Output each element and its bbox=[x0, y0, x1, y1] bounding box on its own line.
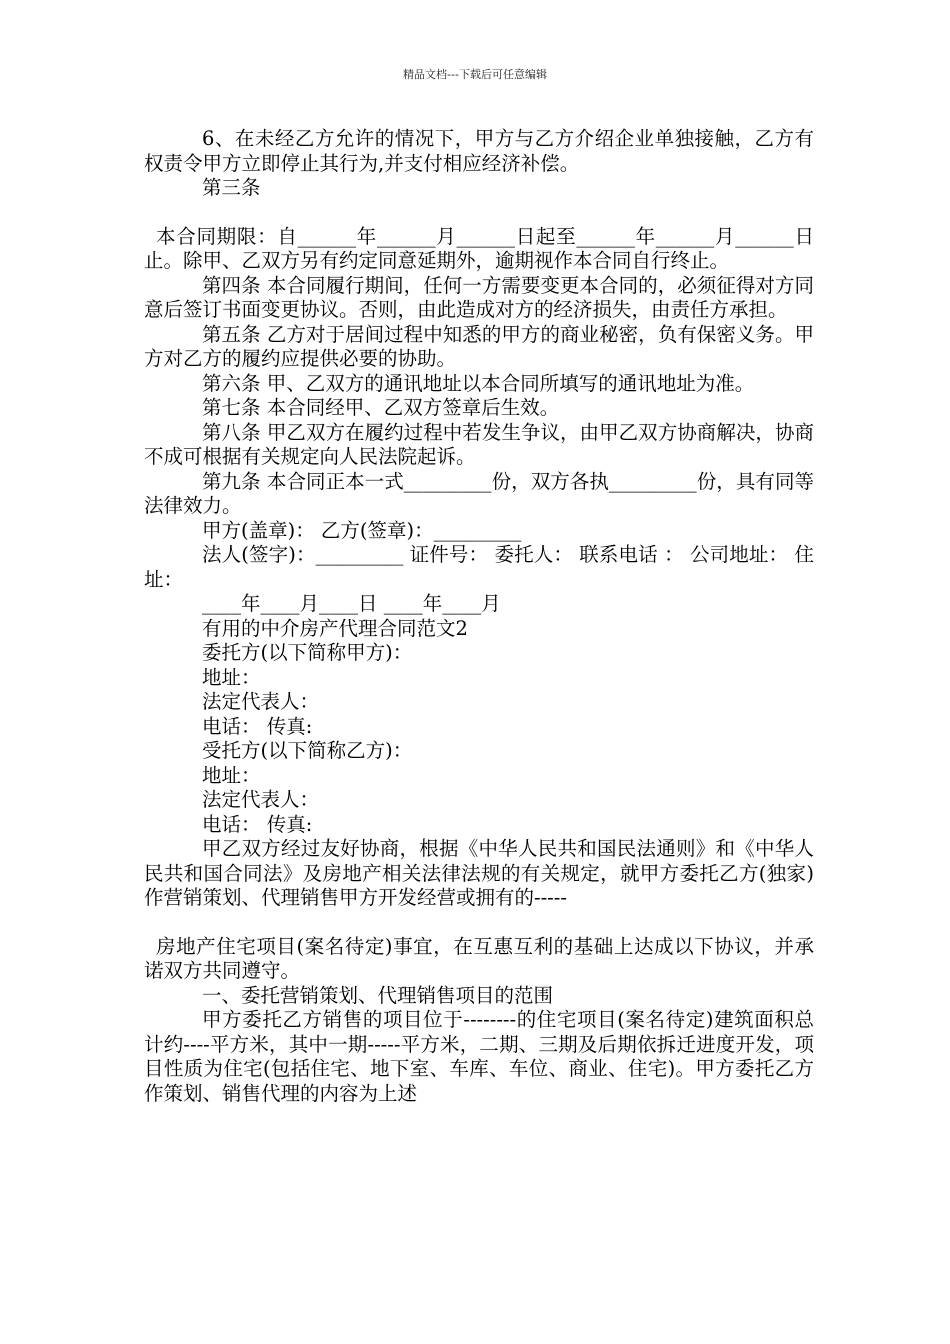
section-title-template-2: 有用的中介房产代理合同范文2 bbox=[202, 616, 468, 640]
paragraph-article-6: 第六条 甲、乙双方的通讯地址以本合同所填写的通讯地址为准。 bbox=[202, 371, 755, 395]
signature-line-legal-person: 法人(签字)：_________ 证件号： 委托人： 联系电话 ： 公司地址： 住址： bbox=[144, 543, 814, 591]
signature-line-seals: 甲方(盖章)： 乙方(签章)：_________ bbox=[202, 518, 522, 542]
paragraph-project-intro: 房地产住宅项目(案名待定)事宜，在互惠互利的基础上达成以下协议，并承诺双方共同遵守。 bbox=[144, 934, 814, 982]
party-b-representative: 法定代表人： bbox=[202, 788, 320, 811]
paragraph-article-4: 第四条 本合同履行期间，任何一方需要变更本合同的，必须征得对方同意后签订书面变更协议。否则，由此造成对方的经济损失，由责任方承担。 bbox=[144, 273, 814, 321]
section-heading-scope: 一、委托营销策划、代理销售项目的范围 bbox=[202, 983, 554, 1007]
paragraph-contract-term: 本合同期限：自______年______月______日起至______年______月______日止。除甲、乙双方另有约定同意延期外，逾期视作本合同自行终止。 bbox=[144, 224, 814, 272]
paragraph-article-5: 第五条 乙方对于居间过程中知悉的甲方的商业秘密，负有保密义务。甲方对乙方的履约应提供必要的协助。 bbox=[144, 322, 814, 370]
paragraph-project-scope: 甲方委托乙方销售的项目位于--------的住宅项目(案名待定)建筑面积总计约----平方米，其中一期-----平方米，二期、三期及后期依拆迁进度开发，项目性质为住宅(包括住宅、地下室、车库、车位、商业、住宅)。甲方委托乙方作策划、销售代理的内容为上述 bbox=[144, 1008, 814, 1105]
party-a-representative: 法定代表人： bbox=[202, 690, 320, 713]
party-b-label: 受托方(以下简称乙方)： bbox=[202, 739, 413, 762]
paragraph-article-7: 第七条 本合同经甲、乙双方签章后生效。 bbox=[202, 396, 560, 419]
blank-line bbox=[144, 911, 814, 935]
page-header: 精品文档---下载后可任意编辑 bbox=[403, 68, 547, 81]
paragraph-article-8: 第八条 甲乙双方在履约过程中若发生争议，由甲乙双方协商解决，协商不成可根据有关规定向人民法院起诉。 bbox=[144, 420, 814, 468]
party-b-address: 地址： bbox=[202, 763, 261, 787]
article-3-heading: 第三条 bbox=[202, 176, 261, 199]
paragraph-clause-6: 6、在未经乙方允许的情况下，甲方与乙方介绍企业单独接触，乙方有权责令甲方立即停止其行为,并支付相应经济补偿。 bbox=[144, 127, 814, 175]
blank-line bbox=[144, 201, 814, 225]
party-b-phone-fax: 电话： 传真: bbox=[202, 812, 313, 836]
paragraph-article-9: 第九条 本合同正本一式_________份，双方各执_________份，具有同等法律效力。 bbox=[144, 469, 814, 517]
party-a-address: 地址： bbox=[202, 665, 261, 689]
document-body bbox=[144, 127, 814, 1106]
signature-line-dates: ____年____月____日 ____年____月 bbox=[202, 592, 501, 615]
party-a-phone-fax: 电话： 传真: bbox=[202, 714, 313, 738]
party-a-label: 委托方(以下简称甲方)： bbox=[202, 641, 413, 664]
paragraph-preamble: 甲乙双方经过友好协商，根据《中华人民共和国民法通则》和《中华人民共和国合同法》及房地产相关法律法规的有关规定，就甲方委托乙方(独家)作营销策划、代理销售甲方开发经营或拥有的----- bbox=[144, 837, 814, 909]
